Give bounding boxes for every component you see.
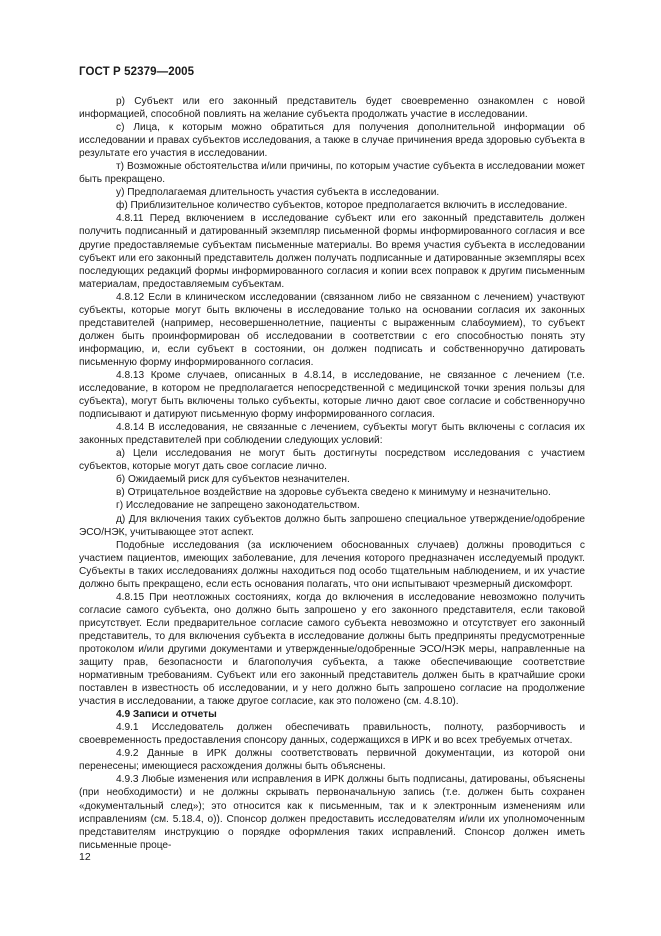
paragraph-condition-v: в) Отрицательное воздействие на здоровье субъекта сведено к минимуму и незначительно. <box>116 487 551 499</box>
paragraph-4-8-15: 4.8.15 При неотложных состояниях, когда до включения в исследование невозможно получить согласие самого субъекта, оно должно быть запрошено у его законного представителя, если таковой присутствует. Если предварительное согласие самого субъекта невозможно и отсутствует его законный представитель, то для включения субъекта в исследование должны быть предприняты предусмотренные протоколом и/или другими документами и утвержденные/одобренные ЭСО/НЭК меры, направленные на защиту прав, безопасности и благополучия субъекта, а также обеспечивающие соответствие нормативным требованиям. Субъект или его законный представитель должен быть в кратчайшие сроки поставлен в известность об исследовании, и у него должно быть запрошено согласие на продолжение участия в исследовании, а также другое согласие, как это положено (см. 4.8.10). <box>79 591 585 708</box>
paragraph-4-8-14: 4.8.14 В исследования, не связанные с лечением, субъекты могут быть включены с согласия их законных представителей при соблюдении следующих условий: <box>79 422 585 447</box>
standard-header: ГОСТ Р 52379—2005 <box>79 66 195 78</box>
paragraph-4-8-13: 4.8.13 Кроме случаев, описанных в 4.8.14, в исследование, не связанное с лечением (т.е. исследование, в котором не предполагается непосредственной с медицинской точки зрения пользы для субъекта), могут быть включены только субъекты, которые лично дают свое согласие и собственноручно подписывают и датируют письменную форму информированного согласия. <box>79 369 585 421</box>
paragraph-4-8-11: 4.8.11 Перед включением в исследование субъект или его законный представитель должен получить подписанный и датированный экземпляр письменной формы информированного согласия и все другие предоставляемые субъектам письменные материалы. Во время участия субъекта в исследовании субъект или его законный представитель должен получать подписанные и датированные экземпляры всех последующих редакций формы информированного согласия и копии всех поправок к другим письменным материалам, предоставляемым субъектам. <box>79 213 585 290</box>
paragraph-u: у) Предполагаемая длительность участия субъекта в исследовании. <box>116 187 440 199</box>
paragraph-r: р) Субъект или его законный представитель будет своевременно ознакомлен с новой информацией, способной повлиять на желание субъекта продолжать участие в исследовании. <box>79 96 585 121</box>
paragraph-f: ф) Приблизительное количество субъектов, которое предполагается включить в исследование. <box>116 200 568 212</box>
page-number: 12 <box>79 851 91 863</box>
paragraph-4-9-1: 4.9.1 Исследователь должен обеспечивать правильность, полноту, разборчивость и своевременность предоставления спонсору данных, содержащихся в ИРК и во всех требуемых отчетах. <box>79 722 585 747</box>
paragraph-condition-b: б) Ожидаемый риск для субъектов незначителен. <box>116 474 350 486</box>
paragraph-4-9-2: 4.9.2 Данные в ИРК должны соответствовать первичной документации, из которой они перенесены; имеющиеся расхождения должны быть объяснены. <box>79 748 585 773</box>
paragraph-condition-a: а) Цели исследования не могут быть достигнуты посредством исследования с участием субъектов, которые могут дать свое согласие лично. <box>79 448 585 473</box>
paragraph-condition-g: г) Исследование не запрещено законодательством. <box>116 500 360 512</box>
paragraph-t: т) Возможные обстоятельства и/или причины, по которым участие субъекта в исследовании может быть прекращено. <box>79 161 585 186</box>
paragraph-similar-studies: Подобные исследования (за исключением обоснованных случаев) должны проводиться с участием пациентов, имеющих заболевание, для лечения которого предназначен исследуемый продукт. Субъекты в таких исследованиях должны находиться под особо тщательным наблюдением, и их участие должно быть прекращено, если есть основания полагать, что они испытывают чрезмерный дискомфорт. <box>79 539 585 590</box>
document-body <box>79 95 585 852</box>
paragraph-4-8-12: 4.8.12 Если в клиническом исследовании (связанном либо не связанном с лечением) участвуют субъекты, которые могут быть включены в исследование только на основании согласия их законных представителей (например, несовершеннолетние, пациенты с выраженным слабоумием), то субъект должен быть проинформирован об исследовании в соответствии с его способностью понять эту информацию, и, если субъект в состоянии, он должен подписать и собственноручно датировать письменную форму информированного согласия. <box>79 291 585 368</box>
paragraph-4-9-3: 4.9.3 Любые изменения или исправления в ИРК должны быть подписаны, датированы, объяснены (при необходимости) и не должны скрывать первоначальную запись (т.е. должен быть сохранен «документальный след»); это относится как к письменным, так и к электронным изменениям или исправлениям (см. 5.18.4, о)). Спонсор должен предоставить исследователям и/или их уполномоченным представителям инструкцию о порядке оформления таких исправлений. Спонсор должен иметь письменные проце- <box>79 774 585 851</box>
paragraph-condition-d: д) Для включения таких субъектов должно быть запрошено специальное утверждение/одобрение ЭСО/НЭК, учитывающее этот аспект. <box>79 513 585 538</box>
paragraph-s: с) Лица, к которым можно обратиться для получения дополнительной информации об исследовании и правах субъектов исследования, а также в случае причинения вреда здоровью субъекта в результате его участия в исследовании. <box>79 122 585 160</box>
section-heading-4-9: 4.9 Записи и отчеты <box>116 709 217 721</box>
